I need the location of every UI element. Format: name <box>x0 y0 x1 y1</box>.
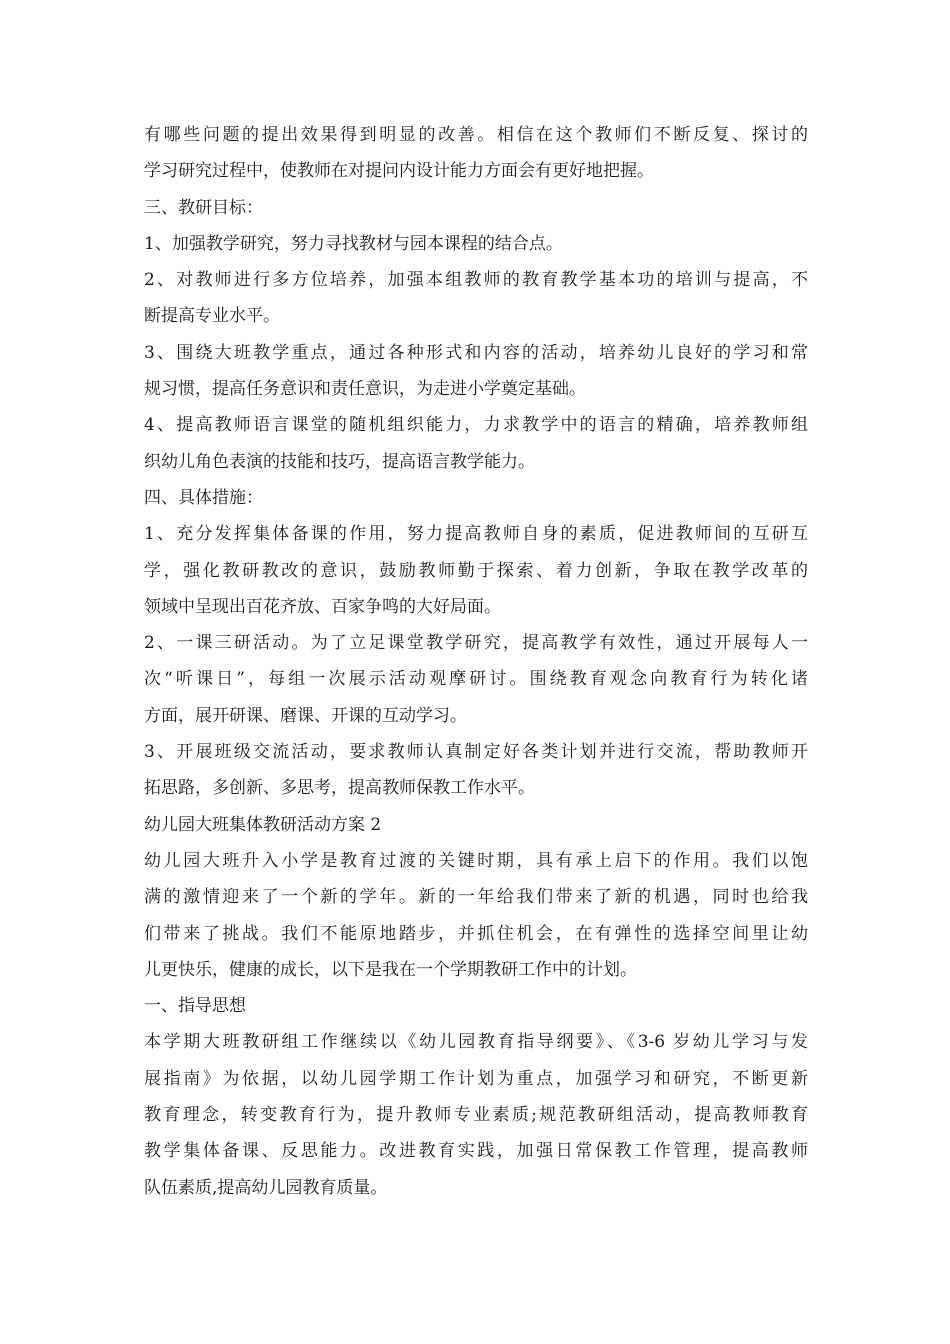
text-line: 拓思路，多创新、多思考，提高教师保教工作水平。 <box>144 778 535 799</box>
document-body <box>144 117 808 1206</box>
text-line: 2、对教师进行多方位培养，加强本组教师的教育教学基本功的培训与提高，不 <box>144 270 808 291</box>
text-line: 们带来了挑战。我们不能原地踏步，并抓住机会，在有弹性的选择空间里让幼 <box>144 923 808 944</box>
text-line: 本学期大班教研组工作继续以《幼儿园教育指导纲要》、《3-6 岁幼儿学习与发 <box>144 1032 808 1053</box>
text-line: 队伍素质,提高幼儿园教育质量。 <box>144 1177 388 1198</box>
text-line: 领域中呈现出百花齐放、百家争鸣的大好局面。 <box>144 596 501 617</box>
text-line: 幼儿园大班集体教研活动方案 2 <box>144 814 382 835</box>
text-line: 3、开展班级交流活动，要求教师认真制定好各类计划并进行交流，帮助教师开 <box>144 742 808 763</box>
text-line: 次“听课日”，每组一次展示活动观摩研讨。围绕教育观念向教育行为转化诸 <box>144 669 808 690</box>
text-line: 4、提高教师语言课堂的随机组织能力，力求教学中的语言的精确，培养教师组 <box>144 415 808 436</box>
text-line: 教学集体备课、反思能力。改进教育实践，加强日常保教工作管理，提高教师 <box>144 1141 808 1162</box>
text-line: 3、围绕大班教学重点，通过各种形式和内容的活动，培养幼儿良好的学习和常 <box>144 342 808 363</box>
text-line: 2、一课三研活动。为了立足课堂教学研究，提高教学有效性，通过开展每人一 <box>144 633 808 654</box>
text-line: 学习研究过程中，使教师在对提问内设计能力方面会有更好地把握。 <box>144 161 654 182</box>
text-line: 满的激情迎来了一个新的学年。新的一年给我们带来了新的机遇，同时也给我 <box>144 887 808 908</box>
text-line: 三、教研目标： <box>144 197 263 218</box>
text-line: 展指南》为依据，以幼儿园学期工作计划为重点，加强学习和研究，不断更新 <box>144 1068 808 1089</box>
text-line: 断提高专业水平。 <box>144 306 280 327</box>
text-line: 1、充分发挥集体备课的作用，努力提高教师自身的素质，促进教师间的互研互 <box>144 524 808 545</box>
text-line: 织幼儿角色表演的技能和技巧，提高语言教学能力。 <box>144 451 535 472</box>
text-line: 学，强化教研教改的意识，鼓励教师勤于探索、着力创新，争取在教学改革的 <box>144 560 808 581</box>
text-line: 儿更快乐，健康的成长，以下是我在一个学期教研工作中的计划。 <box>144 959 637 980</box>
text-line: 教育理念，转变教育行为，提升教师专业素质;规范教研组活动，提高教师教育 <box>144 1105 808 1126</box>
text-line: 方面，展开研课、磨课、开课的互动学习。 <box>144 705 467 726</box>
text-line: 有哪些问题的提出效果得到明显的改善。相信在这个教师们不断反复、探讨的 <box>144 125 808 145</box>
text-line: 一、指导思想 <box>144 996 246 1017</box>
text-line: 规习惯，提高任务意识和责任意识，为走进小学奠定基础。 <box>144 379 586 400</box>
text-line: 四、具体措施： <box>144 487 263 508</box>
text-line: 1、加强教学研究，努力寻找教材与园本课程的结合点。 <box>144 233 563 254</box>
text-line: 幼儿园大班升入小学是教育过渡的关键时期，具有承上启下的作用。我们以饱 <box>144 850 808 871</box>
